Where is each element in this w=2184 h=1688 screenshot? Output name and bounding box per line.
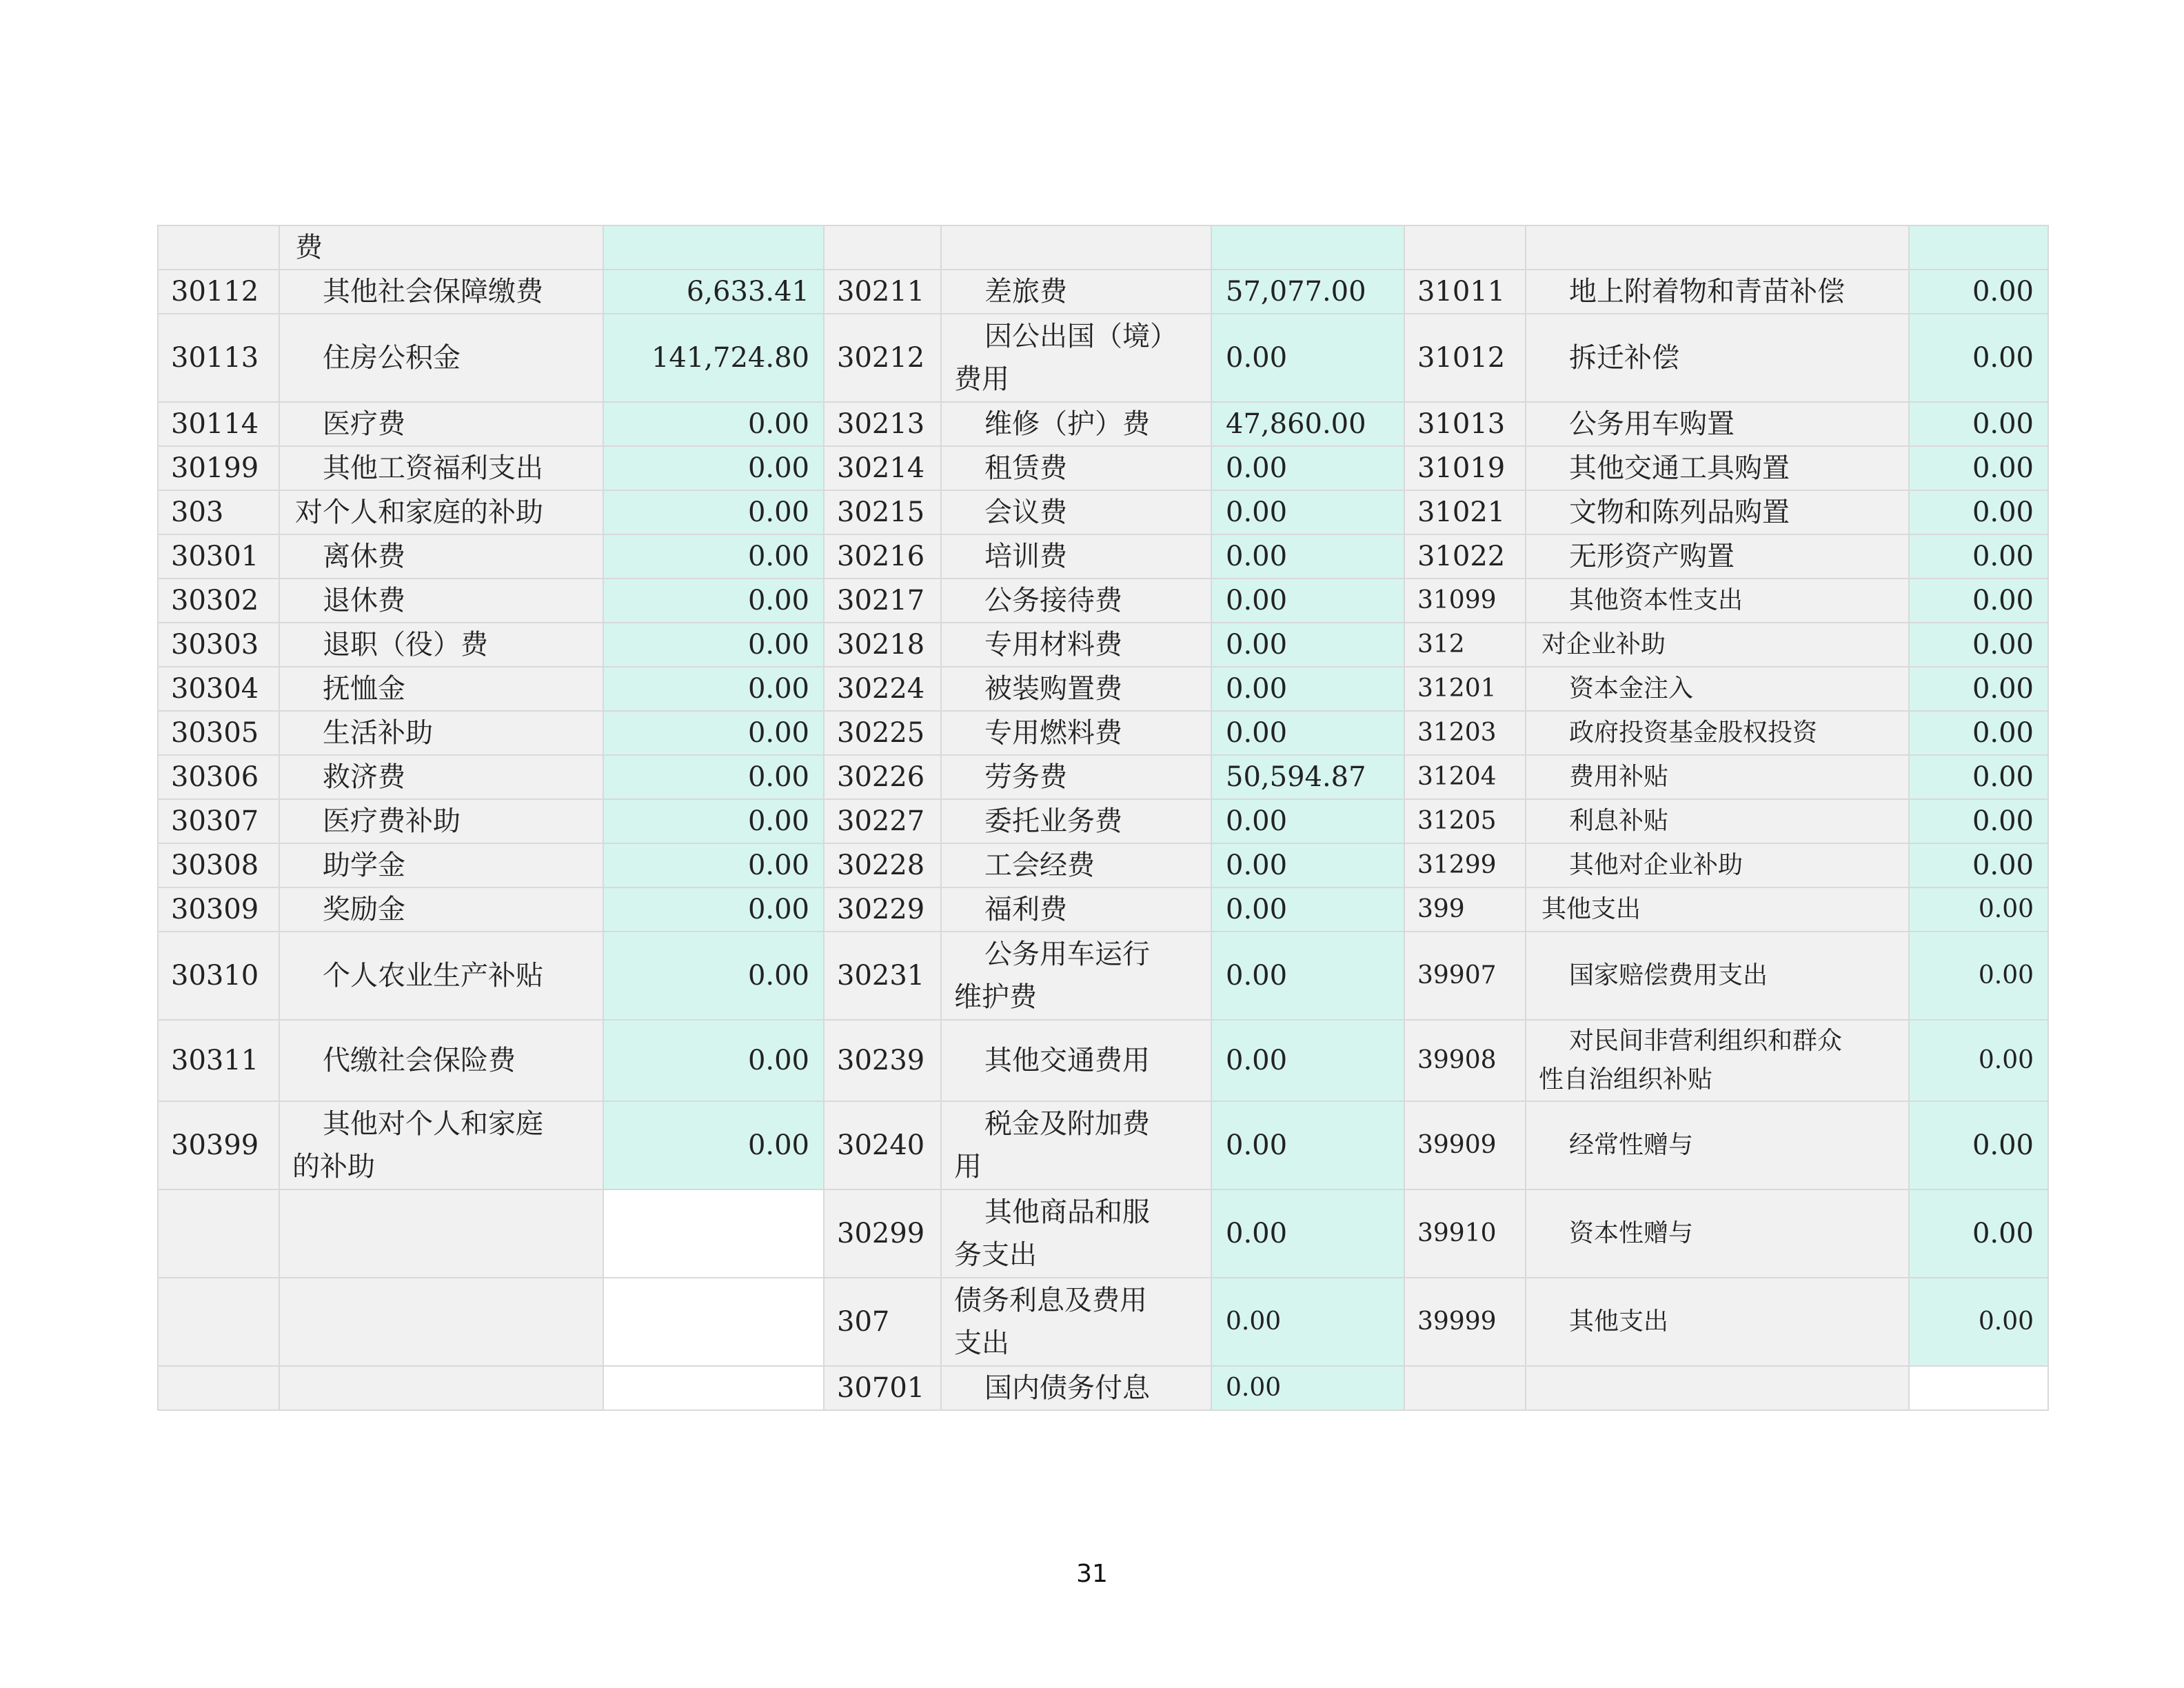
amount-cell: 0.00: [1211, 711, 1404, 755]
code-cell: 30701: [824, 1366, 941, 1410]
code-cell: 30310: [158, 932, 279, 1020]
code-cell: [824, 225, 941, 270]
item-name-cell: [1526, 623, 1909, 667]
table-row: [158, 1278, 2048, 1366]
code-cell: 30309: [158, 887, 279, 932]
code-cell: 30214: [824, 446, 941, 490]
item-name: 其他对个人和家庭 的补助: [292, 1108, 543, 1183]
code-cell: 30299: [824, 1189, 941, 1278]
item-name-cell: [1526, 1101, 1909, 1189]
item-name-cell: [1526, 755, 1909, 799]
item-name-cell: [279, 579, 603, 623]
amount-cell: 0.00: [1211, 314, 1404, 402]
amount-cell: 0.00: [1211, 490, 1404, 534]
item-name: 维修（护）费: [984, 408, 1150, 440]
amount-cell: 0.00: [1909, 490, 2048, 534]
amount-cell: 0.00: [1909, 1101, 2048, 1189]
item-name-cell: [1526, 1020, 1909, 1101]
amount-cell: 0.00: [603, 755, 824, 799]
code-cell: 31201: [1404, 667, 1526, 711]
amount-cell: 0.00: [1909, 843, 2048, 887]
item-name-cell: [941, 446, 1211, 490]
item-name: 无形资产购置: [1569, 541, 1735, 572]
amount-cell: 0.00: [1909, 623, 2048, 667]
item-name-cell: [279, 1189, 603, 1278]
code-cell: 30112: [158, 270, 279, 314]
item-name: 利息补贴: [1569, 807, 1669, 835]
item-name: 资本性赠与: [1569, 1219, 1694, 1247]
code-cell: 30114: [158, 402, 279, 446]
item-name-cell: [941, 402, 1211, 446]
item-name-cell: [279, 1101, 603, 1189]
item-name: 费用补贴: [1569, 763, 1669, 791]
table-row: [158, 799, 2048, 843]
table-row: [158, 1020, 2048, 1101]
code-cell: [158, 1278, 279, 1366]
item-name-cell: [941, 667, 1211, 711]
code-cell: 31012: [1404, 314, 1526, 402]
item-name: 其他支出: [1569, 1307, 1669, 1336]
item-name-cell: [941, 843, 1211, 887]
amount-cell: 0.00: [603, 623, 824, 667]
item-name-cell: [279, 402, 603, 446]
amount-cell: [1211, 225, 1404, 270]
amount-cell: 0.00: [1211, 1101, 1404, 1189]
amount-cell: 0.00: [1211, 1020, 1404, 1101]
item-name: 税金及附加费 用: [954, 1108, 1150, 1183]
amount-cell: 0.00: [603, 887, 824, 932]
amount-cell: 0.00: [1211, 446, 1404, 490]
item-name: 对民间非营利组织和群众 性自治组织补贴: [1539, 1027, 1843, 1094]
table-row: [158, 623, 2048, 667]
amount-cell: [603, 1366, 824, 1410]
amount-cell: 0.00: [603, 932, 824, 1020]
code-cell: 30304: [158, 667, 279, 711]
table-row: [158, 887, 2048, 932]
code-cell: 30302: [158, 579, 279, 623]
amount-cell: 50,594.87: [1211, 755, 1404, 799]
code-cell: 30240: [824, 1101, 941, 1189]
code-cell: 30307: [158, 799, 279, 843]
code-cell: 30218: [824, 623, 941, 667]
item-name: 工会经费: [984, 850, 1095, 881]
item-name: 地上附着物和青苗补偿: [1569, 276, 1845, 308]
item-name-cell: [279, 1278, 603, 1366]
code-cell: [158, 225, 279, 270]
item-name: 抚恤金: [323, 673, 405, 705]
amount-cell: [603, 1278, 824, 1366]
amount-cell: 0.00: [1211, 579, 1404, 623]
item-name: 公务用车购置: [1569, 408, 1735, 440]
table-row: [158, 667, 2048, 711]
item-name-cell: [941, 314, 1211, 402]
item-name: 文物和陈列品购置: [1569, 496, 1790, 528]
amount-cell: [603, 1189, 824, 1278]
code-cell: 30213: [824, 402, 941, 446]
table-row: [158, 1101, 2048, 1189]
amount-cell: 0.00: [1909, 1020, 2048, 1101]
item-name: 国家赔偿费用支出: [1569, 961, 1768, 989]
amount-cell: 0.00: [1211, 1189, 1404, 1278]
item-name-cell: [279, 932, 603, 1020]
table-row: [158, 270, 2048, 314]
amount-cell: 0.00: [1211, 932, 1404, 1020]
amount-cell: 0.00: [1909, 314, 2048, 402]
code-cell: 30227: [824, 799, 941, 843]
amount-cell: 0.00: [1909, 1278, 2048, 1366]
amount-cell: 0.00: [603, 579, 824, 623]
code-cell: 31203: [1404, 711, 1526, 755]
item-name-cell: [279, 623, 603, 667]
item-name-cell: [1526, 314, 1909, 402]
item-name: 退休费: [323, 585, 405, 616]
amount-cell: 0.00: [603, 711, 824, 755]
item-name: 其他商品和服 务支出: [954, 1196, 1150, 1271]
item-name: 拆迁补偿: [1569, 342, 1679, 374]
item-name-cell: [941, 755, 1211, 799]
code-cell: 30212: [824, 314, 941, 402]
amount-cell: 0.00: [603, 1020, 824, 1101]
item-name: 差旅费: [984, 276, 1067, 308]
table-row: [158, 755, 2048, 799]
code-cell: 30225: [824, 711, 941, 755]
item-name-cell: [941, 1020, 1211, 1101]
amount-cell: 0.00: [1211, 623, 1404, 667]
item-name: 救济费: [323, 761, 405, 793]
item-name: 退职（役）费: [323, 629, 488, 661]
item-name-cell: [279, 711, 603, 755]
code-cell: 30229: [824, 887, 941, 932]
item-name-cell: [1526, 843, 1909, 887]
table-row: [158, 314, 2048, 402]
item-name-cell: [941, 225, 1211, 270]
item-name: 离休费: [323, 541, 405, 572]
item-name-cell: [279, 1366, 603, 1410]
amount-cell: 0.00: [603, 534, 824, 579]
code-cell: 30306: [158, 755, 279, 799]
amount-cell: 0.00: [1909, 932, 2048, 1020]
amount-cell: [1909, 1366, 2048, 1410]
item-name: 其他社会保障缴费: [323, 276, 543, 308]
amount-cell: 0.00: [603, 402, 824, 446]
item-name: 对企业补助: [1541, 630, 1666, 659]
item-name-cell: [941, 1366, 1211, 1410]
code-cell: 30228: [824, 843, 941, 887]
code-cell: 31099: [1404, 579, 1526, 623]
amount-cell: 0.00: [1909, 579, 2048, 623]
item-name: 生活补助: [323, 717, 433, 749]
amount-cell: 0.00: [603, 490, 824, 534]
table-row: [158, 843, 2048, 887]
item-name: 公务用车运行 维护费: [954, 938, 1150, 1013]
code-cell: 312: [1404, 623, 1526, 667]
item-name: 劳务费: [984, 761, 1067, 793]
amount-cell: 0.00: [1211, 667, 1404, 711]
code-cell: 30303: [158, 623, 279, 667]
amount-cell: 0.00: [1211, 843, 1404, 887]
code-cell: 31204: [1404, 755, 1526, 799]
item-name-cell: [1526, 1366, 1909, 1410]
amount-cell: 0.00: [1211, 1366, 1404, 1410]
item-name-cell: [279, 534, 603, 579]
item-name: 资本金注入: [1569, 674, 1694, 703]
item-name-cell: [279, 843, 603, 887]
item-name-cell: [279, 225, 603, 270]
item-name-cell: [1526, 1278, 1909, 1366]
item-name-cell: [941, 1278, 1211, 1366]
item-name: 政府投资基金股权投资: [1569, 719, 1818, 747]
item-name-cell: [941, 1101, 1211, 1189]
amount-cell: 0.00: [603, 1101, 824, 1189]
amount-cell: 0.00: [1909, 270, 2048, 314]
amount-cell: 0.00: [1909, 1189, 2048, 1278]
item-name-cell: [941, 270, 1211, 314]
item-name-cell: [1526, 534, 1909, 579]
item-name-cell: [1526, 932, 1909, 1020]
item-name-cell: [941, 534, 1211, 579]
item-name-cell: [279, 270, 603, 314]
item-name-cell: [941, 579, 1211, 623]
code-cell: 30301: [158, 534, 279, 579]
amount-cell: 6,633.41: [603, 270, 824, 314]
amount-cell: 0.00: [1211, 887, 1404, 932]
code-cell: [158, 1366, 279, 1410]
table-row: [158, 490, 2048, 534]
item-name-cell: [279, 755, 603, 799]
item-name: 医疗费补助: [323, 805, 461, 837]
code-cell: 31013: [1404, 402, 1526, 446]
item-name-cell: [1526, 1189, 1909, 1278]
item-name: 代缴社会保险费: [323, 1045, 516, 1076]
amount-cell: [1909, 225, 2048, 270]
item-name-cell: [1526, 402, 1909, 446]
item-name: 经常性赠与: [1569, 1131, 1694, 1159]
item-name: 专用材料费: [984, 629, 1122, 661]
item-name: 助学金: [323, 850, 405, 881]
code-cell: 30226: [824, 755, 941, 799]
code-cell: 31205: [1404, 799, 1526, 843]
code-cell: [1404, 225, 1526, 270]
table-row: [158, 1366, 2048, 1410]
item-name-cell: [941, 1189, 1211, 1278]
amount-cell: 0.00: [1211, 534, 1404, 579]
item-name-cell: [1526, 446, 1909, 490]
amount-cell: 0.00: [1909, 799, 2048, 843]
item-name: 住房公积金: [323, 342, 461, 374]
item-name: 租赁费: [984, 452, 1067, 484]
item-name: 费: [295, 232, 323, 263]
code-cell: 30113: [158, 314, 279, 402]
item-name-cell: [279, 667, 603, 711]
item-name: 其他支出: [1541, 895, 1641, 923]
item-name-cell: [941, 490, 1211, 534]
item-name: 福利费: [984, 894, 1067, 925]
item-name: 其他对企业补助: [1569, 851, 1743, 879]
code-cell: 31022: [1404, 534, 1526, 579]
item-name: 医疗费: [323, 408, 405, 440]
page-number: 31: [1076, 1560, 1108, 1588]
amount-cell: 57,077.00: [1211, 270, 1404, 314]
table-row: [158, 1189, 2048, 1278]
table-row: [158, 402, 2048, 446]
item-name-cell: [1526, 579, 1909, 623]
amount-cell: 0.00: [1909, 667, 2048, 711]
item-name: 对个人和家庭的补助: [295, 496, 543, 528]
code-cell: 30211: [824, 270, 941, 314]
amount-cell: 0.00: [1909, 534, 2048, 579]
item-name-cell: [941, 623, 1211, 667]
table-row: [158, 579, 2048, 623]
item-name-cell: [1526, 799, 1909, 843]
code-cell: 30216: [824, 534, 941, 579]
item-name: 其他交通费用: [984, 1045, 1150, 1076]
item-name: 因公出国（境） 费用: [954, 321, 1177, 395]
code-cell: 30215: [824, 490, 941, 534]
item-name: 培训费: [984, 541, 1067, 572]
item-name-cell: [279, 446, 603, 490]
code-cell: 307: [824, 1278, 941, 1366]
code-cell: 31019: [1404, 446, 1526, 490]
table-row: [158, 446, 2048, 490]
item-name-cell: [279, 1020, 603, 1101]
code-cell: 30217: [824, 579, 941, 623]
item-name-cell: [1526, 711, 1909, 755]
code-cell: 39999: [1404, 1278, 1526, 1366]
item-name-cell: [279, 799, 603, 843]
amount-cell: 0.00: [1909, 887, 2048, 932]
amount-cell: 141,724.80: [603, 314, 824, 402]
amount-cell: 0.00: [1211, 799, 1404, 843]
amount-cell: 0.00: [1211, 1278, 1404, 1366]
item-name: 债务利息及费用 支出: [954, 1285, 1147, 1359]
code-cell: 31021: [1404, 490, 1526, 534]
item-name-cell: [941, 711, 1211, 755]
item-name: 会议费: [984, 496, 1067, 528]
item-name-cell: [941, 799, 1211, 843]
code-cell: 303: [158, 490, 279, 534]
item-name: 个人农业生产补贴: [323, 960, 543, 992]
table-row: [158, 534, 2048, 579]
item-name-cell: [1526, 270, 1909, 314]
amount-cell: 0.00: [603, 446, 824, 490]
code-cell: 30308: [158, 843, 279, 887]
item-name: 委托业务费: [984, 805, 1122, 837]
amount-cell: 0.00: [1909, 402, 2048, 446]
item-name-cell: [941, 932, 1211, 1020]
code-cell: 399: [1404, 887, 1526, 932]
budget-expenditure-table: [157, 225, 2049, 1411]
amount-cell: 0.00: [603, 667, 824, 711]
item-name: 专用燃料费: [984, 717, 1122, 749]
item-name-cell: [279, 314, 603, 402]
code-cell: 31299: [1404, 843, 1526, 887]
item-name-cell: [941, 887, 1211, 932]
amount-cell: [603, 225, 824, 270]
amount-cell: 0.00: [1909, 711, 2048, 755]
code-cell: [1404, 1366, 1526, 1410]
code-cell: 39910: [1404, 1189, 1526, 1278]
item-name-cell: [1526, 887, 1909, 932]
code-cell: 39907: [1404, 932, 1526, 1020]
item-name-cell: [1526, 490, 1909, 534]
code-cell: 30399: [158, 1101, 279, 1189]
code-cell: 30305: [158, 711, 279, 755]
code-cell: 30224: [824, 667, 941, 711]
code-cell: 30199: [158, 446, 279, 490]
item-name: 奖励金: [323, 894, 405, 925]
amount-cell: 0.00: [603, 843, 824, 887]
amount-cell: 47,860.00: [1211, 402, 1404, 446]
item-name-cell: [279, 490, 603, 534]
item-name-cell: [279, 887, 603, 932]
item-name: 其他交通工具购置: [1569, 452, 1790, 484]
code-cell: 39908: [1404, 1020, 1526, 1101]
table-row: [158, 932, 2048, 1020]
table-row: [158, 225, 2048, 270]
item-name: 其他工资福利支出: [323, 452, 543, 484]
item-name: 公务接待费: [984, 585, 1122, 616]
item-name-cell: [1526, 225, 1909, 270]
item-name: 其他资本性支出: [1569, 586, 1743, 614]
table-row: [158, 711, 2048, 755]
code-cell: 30239: [824, 1020, 941, 1101]
item-name: 国内债务付息: [984, 1372, 1150, 1404]
code-cell: 30231: [824, 932, 941, 1020]
code-cell: 31011: [1404, 270, 1526, 314]
amount-cell: 0.00: [603, 799, 824, 843]
amount-cell: 0.00: [1909, 446, 2048, 490]
code-cell: 39909: [1404, 1101, 1526, 1189]
code-cell: [158, 1189, 279, 1278]
amount-cell: 0.00: [1909, 755, 2048, 799]
item-name-cell: [1526, 667, 1909, 711]
item-name: 被装购置费: [984, 673, 1122, 705]
code-cell: 30311: [158, 1020, 279, 1101]
